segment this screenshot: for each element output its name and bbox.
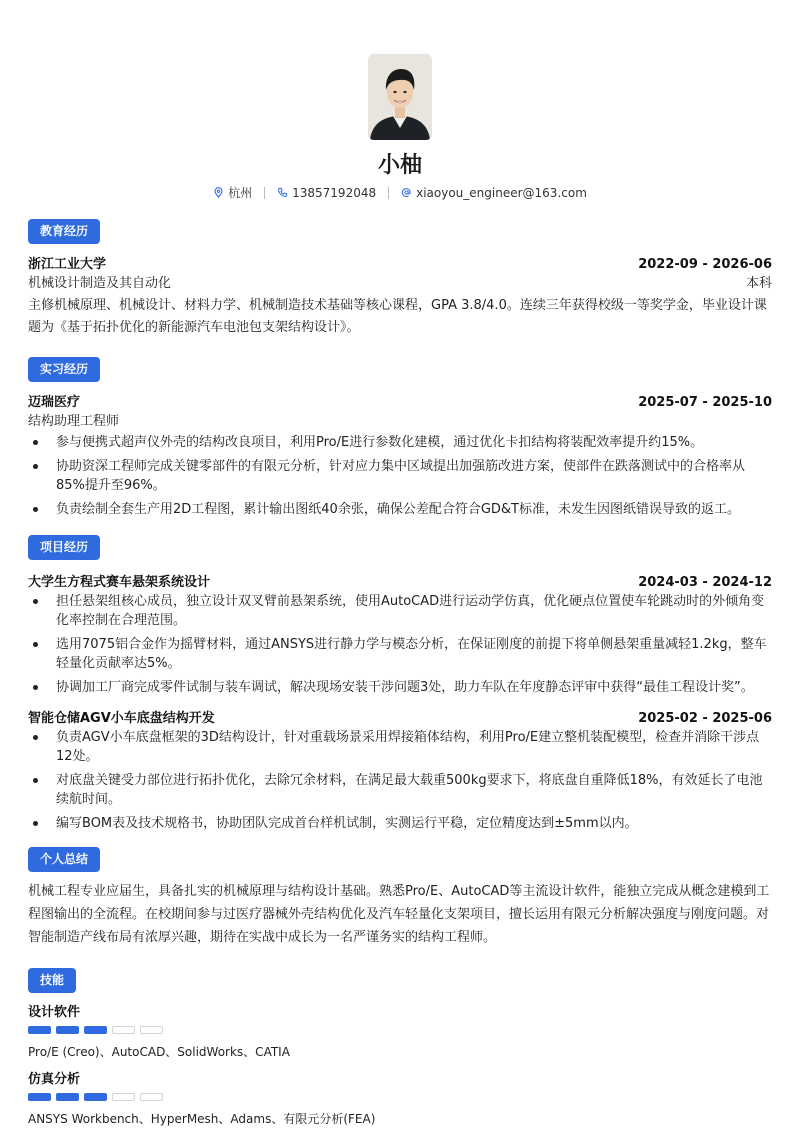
skill-bar-empty <box>112 1026 135 1034</box>
major-text: 机械设计制造及其自动化 <box>28 276 172 291</box>
section-badge-internship: 实习经历 <box>28 357 100 382</box>
skill-level-bars <box>28 1093 772 1101</box>
list-item: 参与便携式超声仪外壳的结构改良项目，利用Pro/E进行参数化建模，通过优化卡扣结构将装配效率提升约15%。 <box>28 433 772 452</box>
skill-bar-empty <box>140 1093 163 1101</box>
section-badge-projects: 项目经历 <box>28 535 100 560</box>
skill-name: 设计软件 <box>28 1005 81 1020</box>
project-name: 智能仓储AGV小车底盘结构开发 <box>28 711 215 726</box>
phone-text: 13857192048 <box>292 185 377 200</box>
summary-section <box>28 847 772 949</box>
education-subheader <box>28 272 772 291</box>
skills-section <box>28 968 772 1127</box>
internship-section <box>28 357 772 524</box>
contact-city <box>213 184 252 201</box>
project-header <box>28 571 772 590</box>
company-name: 迈瑞医疗 <box>28 395 81 410</box>
email-text[interactable]: xiaoyou_engineer@163.com <box>416 185 587 200</box>
skill-bar-filled <box>28 1093 51 1101</box>
list-item: 编写BOM表及技术规格书，协助团队完成首台样机试制，实测运行平稳，定位精度达到±5mm以内。 <box>28 814 772 833</box>
city-text: 杭州 <box>228 186 253 200</box>
skill-bar-filled <box>84 1026 107 1034</box>
skill-bar-filled <box>84 1093 107 1101</box>
list-item: 负责绘制全套生产用2D工程图，累计输出图纸40余张，确保公差配合符合GD&T标准，未发生因图纸错误导致的返工。 <box>28 500 772 519</box>
at-sign-icon <box>401 187 412 198</box>
list-item: 协助资深工程师完成关键零部件的有限元分析，针对应力集中区域提出加强筋改进方案，使部件在跌落测试中的合格率从85%提升至96%。 <box>28 457 772 495</box>
project-bullets <box>28 592 772 697</box>
project-header <box>28 707 772 726</box>
skill-bar-filled <box>56 1093 79 1101</box>
list-item: 担任悬架组核心成员，独立设计双叉臂前悬架系统，使用AutoCAD进行运动学仿真，优化硬点位置使车轮跳动时的外倾角变化率控制在合理范围。 <box>28 592 772 630</box>
skill-bar-filled <box>56 1026 79 1034</box>
education-section <box>28 219 772 339</box>
internship-bullets <box>28 433 772 519</box>
skill-name: 仿真分析 <box>28 1072 81 1087</box>
project-date: 2025-02 - 2025-06 <box>638 711 772 726</box>
location-pin-icon <box>213 187 224 198</box>
list-item: 对底盘关键受力部位进行拓扑优化，去除冗余材料，在满足最大载重500kg要求下，将底盘自重降低18%，有效延长了电池续航时间。 <box>28 771 772 809</box>
skill-list: ANSYS Workbench、HyperMesh、Adams、有限元分析(FEA) <box>28 1112 376 1126</box>
skill-level-bars <box>28 1026 772 1034</box>
education-description: 主修机械原理、机械设计、材料力学、机械制造技术基础等核心课程，GPA 3.8/4.0。连续三年获得校级一等奖学金，毕业设计课题为《基于拓扑优化的新能源汽车电池包支架结构设计》。 <box>28 298 767 335</box>
internship-header <box>28 391 772 410</box>
project-name: 大学生方程式赛车悬架系统设计 <box>28 575 211 590</box>
skill-group <box>28 1001 772 1060</box>
projects-section <box>28 535 772 838</box>
list-item: 协调加工厂商完成零件试制与装车调试，解决现场安装干涉问题3处，助力车队在年度静态评审中获得“最佳工程设计奖”。 <box>28 678 772 697</box>
degree-text: 本科 <box>745 276 772 291</box>
skill-bar-empty <box>112 1093 135 1101</box>
skill-bar-filled <box>28 1026 51 1034</box>
contact-divider <box>264 187 265 199</box>
section-badge-summary: 个人总结 <box>28 847 100 872</box>
skill-bar-empty <box>140 1026 163 1034</box>
contact-divider <box>388 187 389 199</box>
list-item: 选用7075铝合金作为摇臂材料，通过ANSYS进行静力学与模态分析，在保证刚度的前提下将单侧悬架重量减轻1.2kg，整车轻量化贡献率达5%。 <box>28 635 772 673</box>
project-date: 2024-03 - 2024-12 <box>638 575 772 590</box>
avatar <box>368 54 432 140</box>
skill-list: Pro/E (Creo)、AutoCAD、SolidWorks、CATIA <box>28 1045 290 1059</box>
section-badge-education: 教育经历 <box>28 219 100 244</box>
candidate-name: 小柚 <box>377 153 422 178</box>
skill-group <box>28 1068 772 1127</box>
phone-icon <box>277 187 288 198</box>
list-item: 负责AGV小车底盘框架的3D结构设计，针对重载场景采用焊接箱体结构，利用Pro/E建立整机装配模型，检查并消除干涉点12处。 <box>28 728 772 766</box>
internship-date: 2025-07 - 2025-10 <box>638 395 772 410</box>
contact-email[interactable] <box>401 186 587 200</box>
school-name: 浙江工业大学 <box>28 257 107 272</box>
contact-bar <box>0 184 800 201</box>
project-bullets <box>28 728 772 833</box>
role-text: 结构助理工程师 <box>28 414 120 429</box>
education-header <box>28 253 772 272</box>
contact-phone <box>277 186 376 200</box>
section-badge-skills: 技能 <box>28 968 76 993</box>
education-date: 2022-09 - 2026-06 <box>638 257 772 272</box>
profile-photo <box>368 54 432 140</box>
summary-text: 机械工程专业应届生，具备扎实的机械原理与结构设计基础。熟悉Pro/E、AutoCAD等主流设计软件，能独立完成从概念建模到工程图输出的全流程。在校期间参与过医疗器械外壳结构优化及汽车轻量化支架项目，擅长运用有限元分析解决强度与刚度问题。对智能制造产线布局有浓厚兴趣，期待在实战中成长为一名严谨务实的结构工程师。 <box>28 884 770 945</box>
